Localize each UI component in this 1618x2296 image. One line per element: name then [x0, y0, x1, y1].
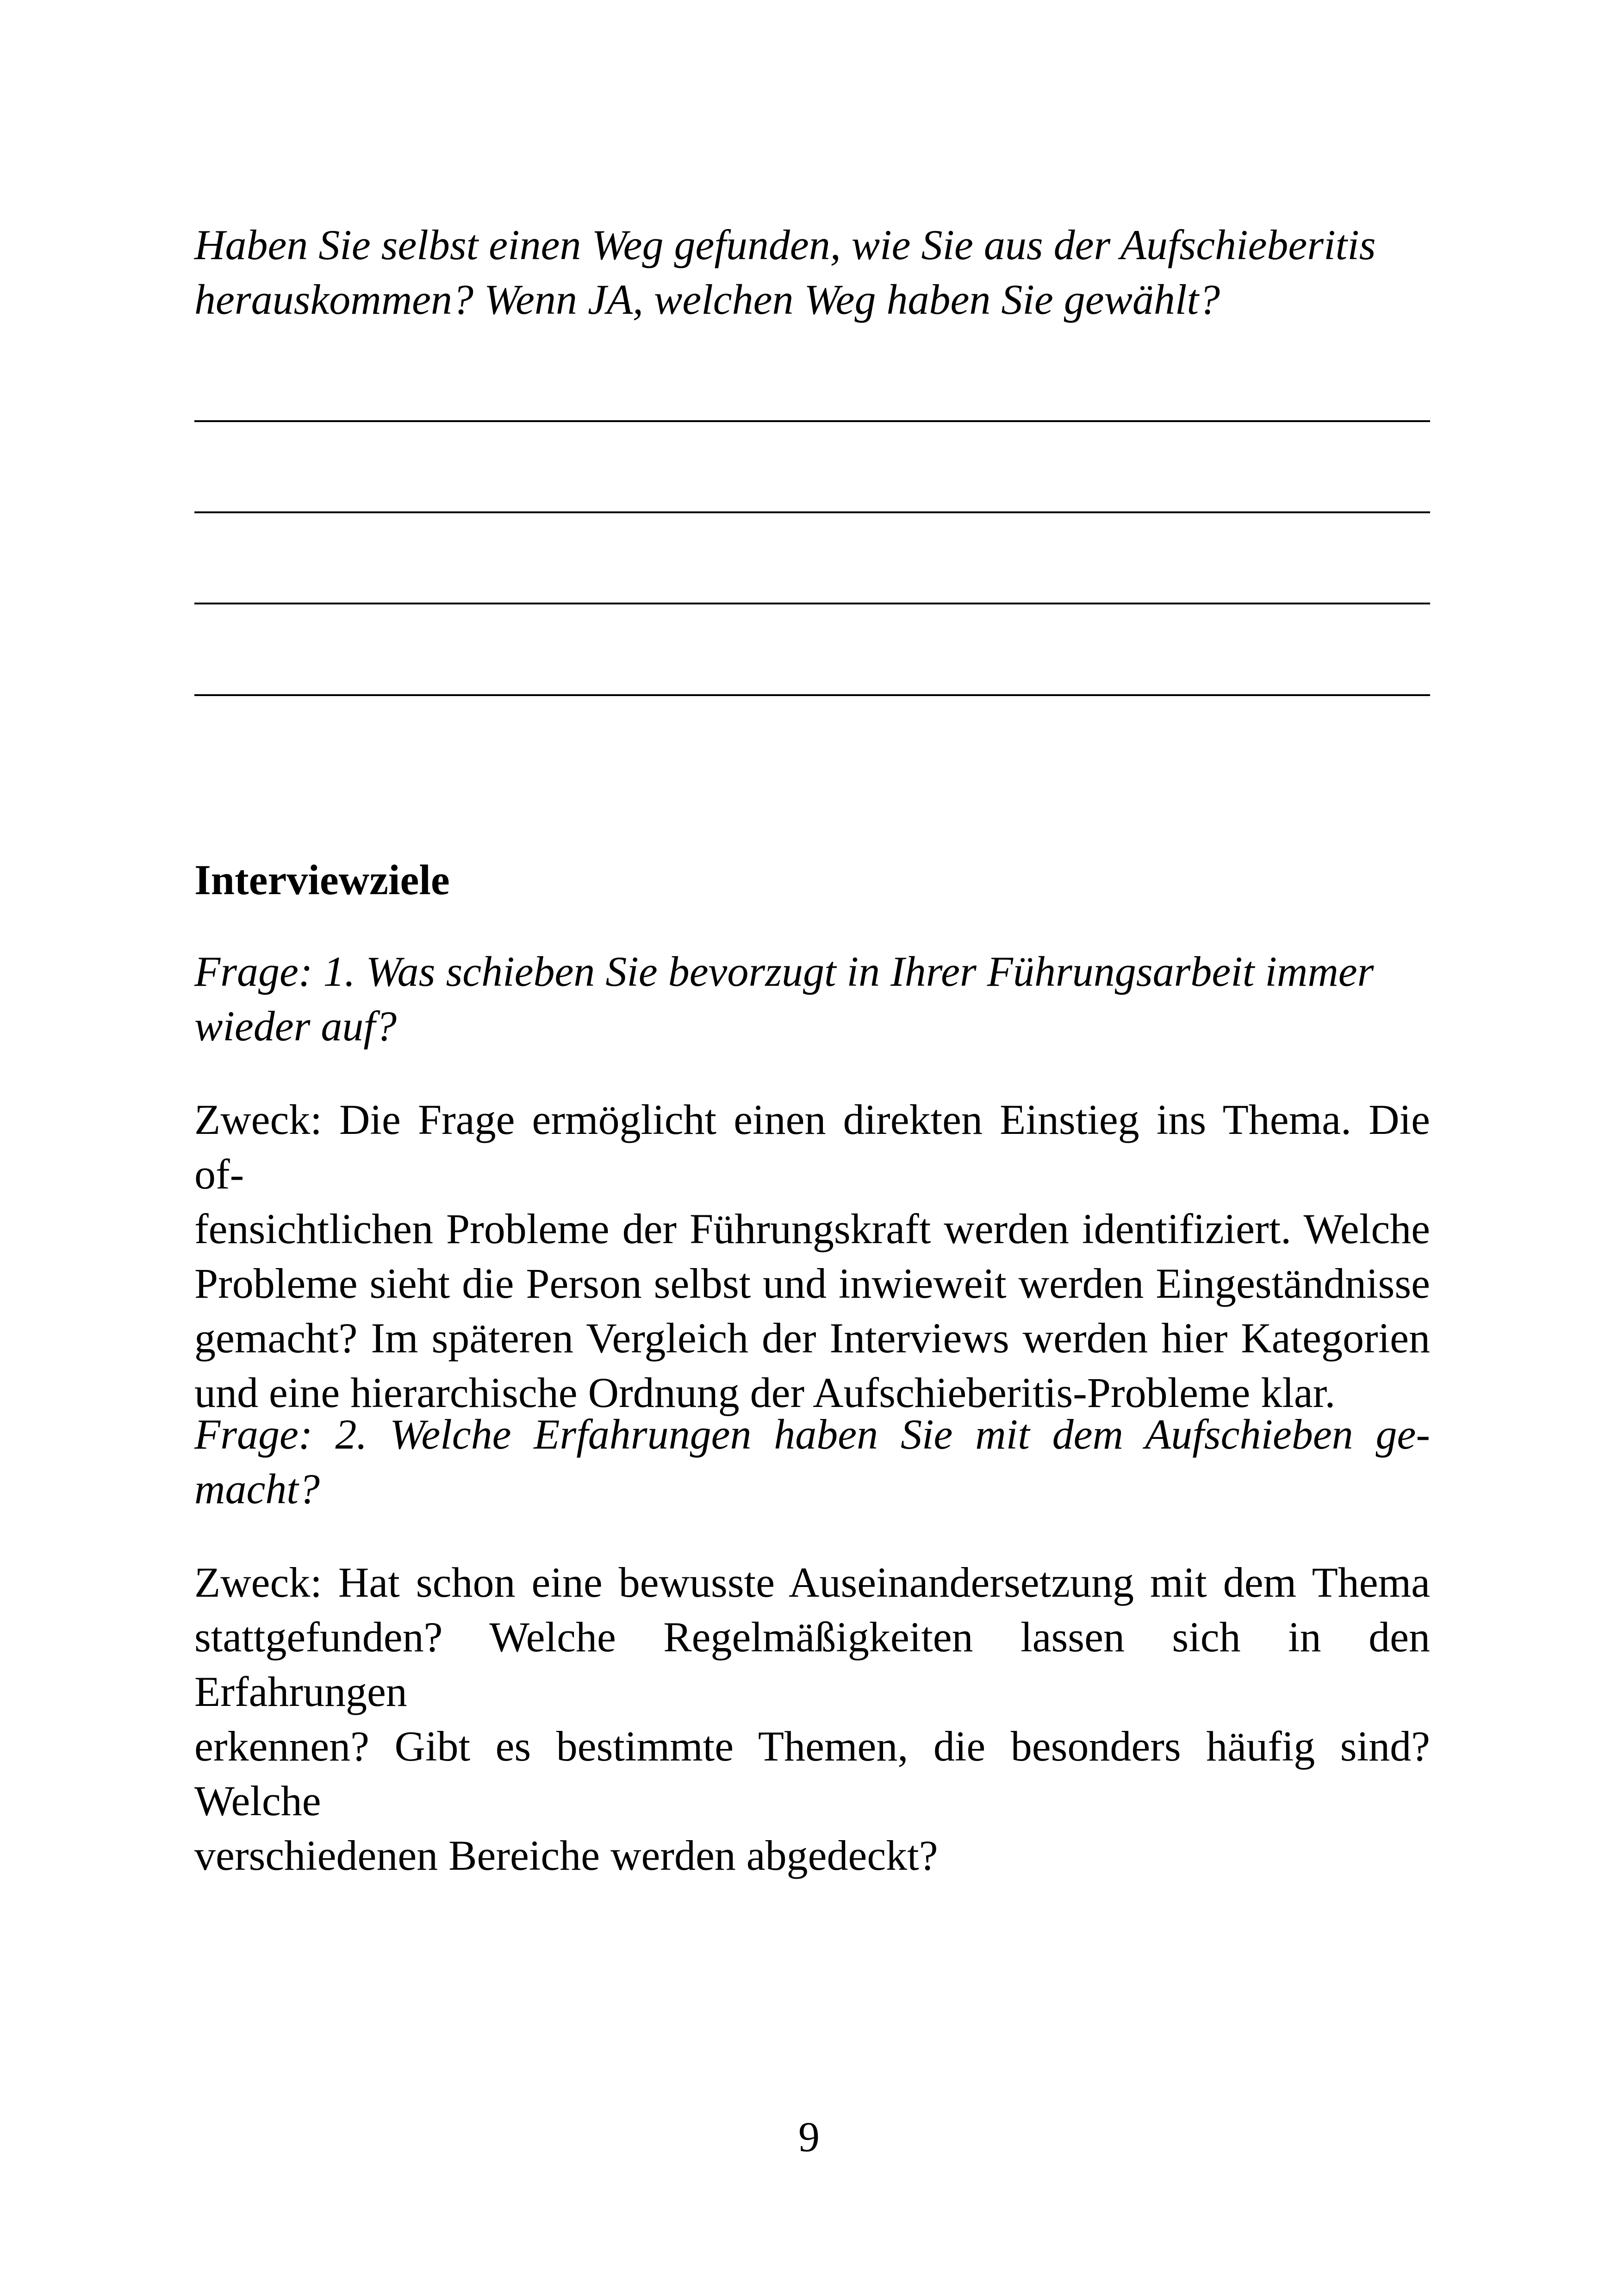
- intro-question-line: Haben Sie selbst einen Weg gefunden, wie Sie aus der Aufschieberitis: [194, 221, 1376, 268]
- question-1-line: Frage: 1. Was schieben Sie bevorzugt in Ihrer Führungsarbeit immer: [194, 948, 1374, 995]
- answer-line: [194, 420, 1430, 422]
- purpose-2-line: verschiedenen Bereiche werden abgedeckt?: [194, 1832, 938, 1879]
- question-1-line: wieder auf?: [194, 1002, 397, 1050]
- intro-question-line: herauskommen? Wenn JA, welchen Weg haben Sie gewählt?: [194, 276, 1220, 323]
- question-2-line: Frage: 2. Welche Erfahrungen haben Sie mit dem Aufschieben ge-: [194, 1411, 1430, 1458]
- question-2-line: macht?: [194, 1465, 320, 1512]
- purpose-2: [194, 1555, 1430, 1883]
- purpose-1-line: fensichtlichen Probleme der Führungskraft werden identifiziert. Welche: [194, 1205, 1430, 1252]
- question-1: [194, 944, 1430, 1053]
- question-2: [194, 1407, 1430, 1516]
- purpose-1: [194, 1092, 1430, 1420]
- purpose-2-line: stattgefunden? Welche Regelmäßigkeiten lassen sich in den Erfahrungen: [194, 1613, 1430, 1715]
- page-number: 9: [798, 2113, 820, 2160]
- purpose-1-line: Zweck: Die Frage ermöglicht einen direkten Einstieg ins Thema. Die of-: [194, 1096, 1430, 1198]
- section-heading: Interviewziele: [194, 856, 450, 903]
- purpose-1-line: gemacht? Im späteren Vergleich der Interviews werden hier Kategorien: [194, 1314, 1430, 1362]
- purpose-2-line: Zweck: Hat schon eine bewusste Auseinandersetzung mit dem Thema: [194, 1559, 1430, 1606]
- purpose-1-line: Probleme sieht die Person selbst und inwieweit werden Eingeständnisse: [194, 1260, 1430, 1307]
- answer-line: [194, 603, 1430, 604]
- purpose-2-line: erkennen? Gibt es bestimmte Themen, die besonders häufig sind? Welche: [194, 1723, 1430, 1824]
- answer-line: [194, 694, 1430, 696]
- purpose-1-line: und eine hierarchische Ordnung der Aufschieberitis-Probleme klar.: [194, 1369, 1336, 1416]
- intro-question: [194, 218, 1430, 327]
- answer-line: [194, 511, 1430, 513]
